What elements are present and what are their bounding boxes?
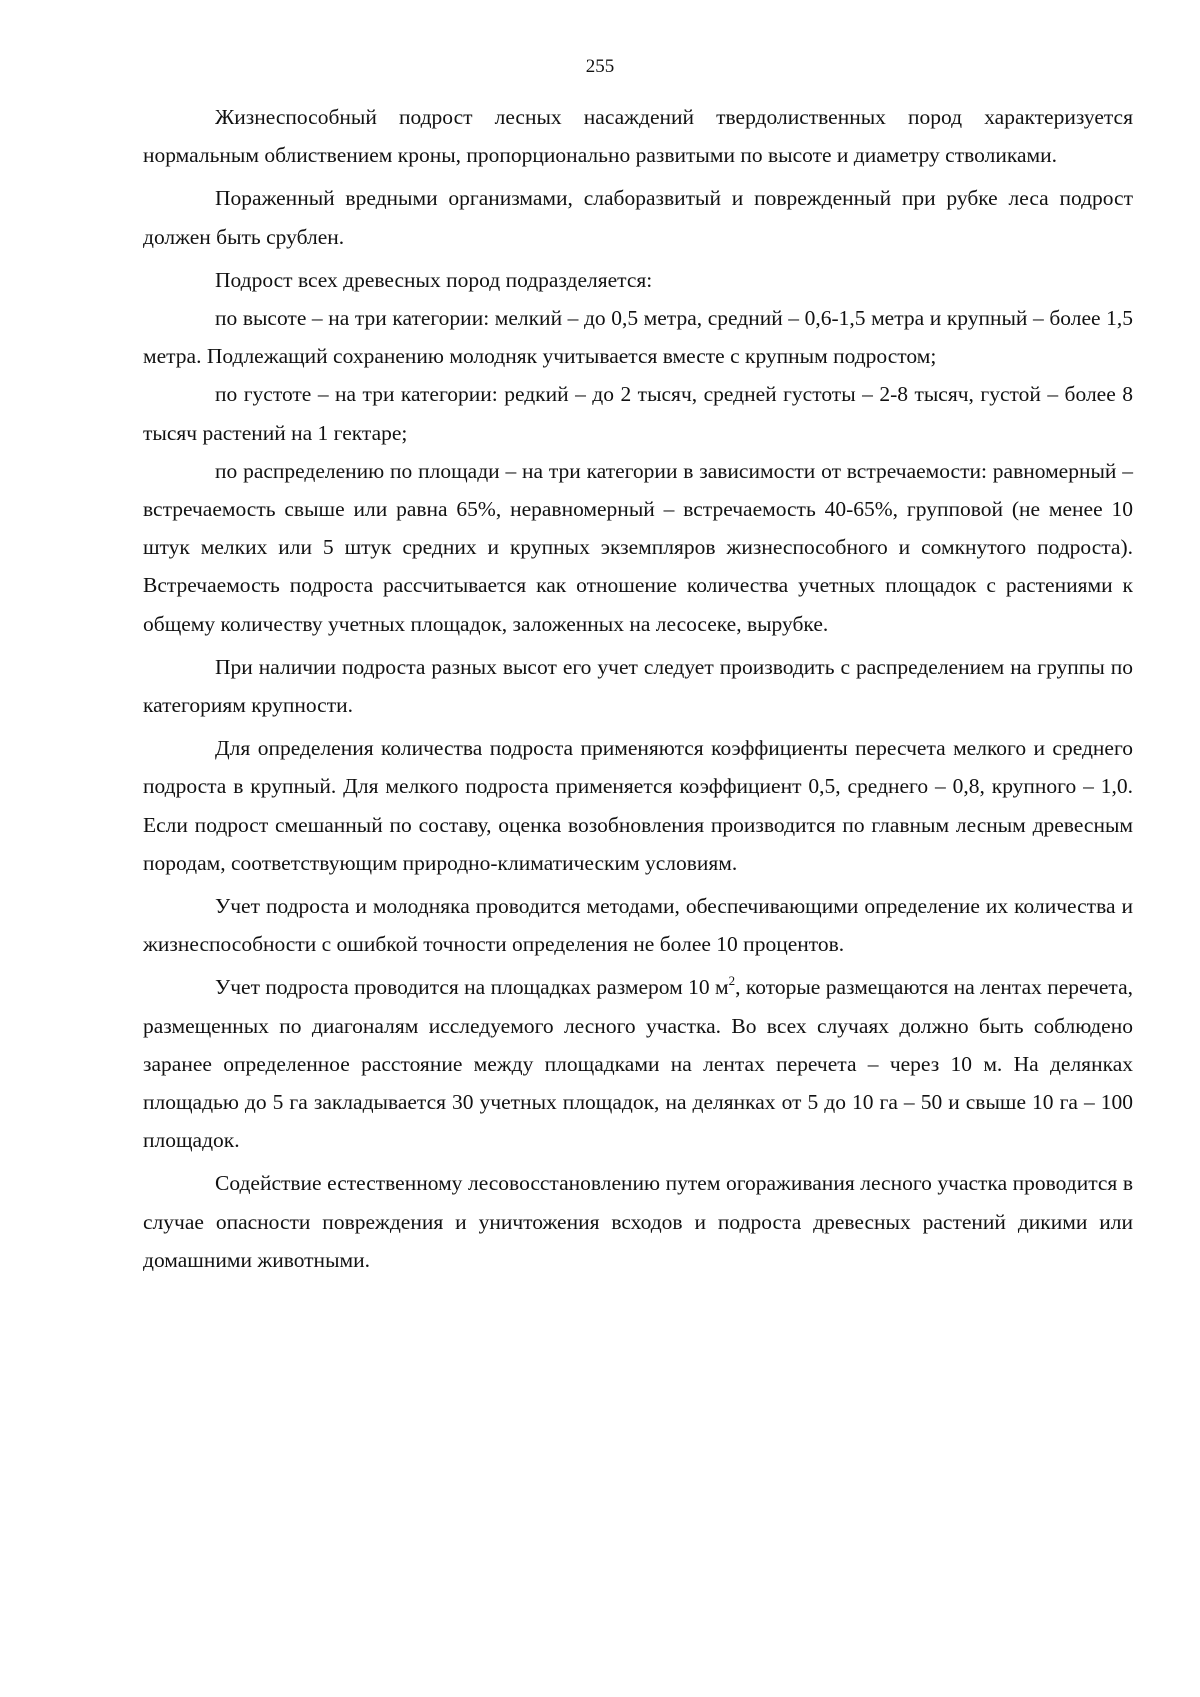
paragraph-viable-undergrowth: Жизнеспособный подрост лесных насаждений твердолиственных пород характеризуется нормальным облиствением кроны, пропорционально развитыми по высоте и диаметру стволиками.: [143, 105, 1133, 168]
square-superscript: 2: [728, 973, 736, 989]
paragraph-damaged-undergrowth: Пораженный вредными организмами, слаборазвитый и поврежденный при рубке леса подрост должен быть срублен.: [143, 186, 1133, 249]
paragraph-classification-intro: Подрост всех древесных пород подразделяется:: [215, 267, 653, 292]
paragraph-conversion-coefficients: Для определения количества подроста применяются коэффициенты пересчета мелкого и среднего подроста в крупный. Для мелкого подроста применяется коэффициент 0,5, среднего – 0,8, крупного – 1,0. Если подрост смешанный по составу, оценка возобновления производится по главным лесным древесным породам, соответствующим природно-климатическим условиям.: [143, 736, 1133, 875]
sample-plots-text-end: , которые размещаются на лентах перечета, размещенных по диагоналям исследуемого лесного участка. Во всех случаях должно быть соблюдено заранее определенное расстояние между площадками на лентах перечета – через 10 м. На делянках площадью до 5 га закладывается 30 учетных площадок, на делянках от 5 до 10 га – 50 и свыше 10 га – 100 площадок.: [143, 975, 1133, 1153]
sample-plots-text-start: Учет подроста проводится на площадках размером 10 м: [215, 975, 729, 1000]
paragraph-by-density: по густоте – на три категории: редкий – до 2 тысяч, средней густоты – 2-8 тысяч, густой – более 8 тысяч растений на 1 гектаре;: [143, 382, 1133, 445]
paragraph-accounting-methods: Учет подроста и молодняка проводится методами, обеспечивающими определение их количества и жизнеспособности с ошибкой точности определения не более 10 процентов.: [143, 894, 1133, 957]
page-body: [143, 98, 1133, 1284]
page-number: 255: [585, 56, 615, 77]
paragraph-fencing: Содействие естественному лесовосстановлению путем огораживания лесного участка проводится в случае опасности повреждения и уничтожения всходов и подроста древесных растений дикими или домашними животными.: [143, 1171, 1133, 1272]
paragraph-sample-plots: [143, 968, 1133, 1159]
paragraph-by-distribution: по распределению по площади – на три категории в зависимости от встречаемости: равномерный – встречаемость свыше или равна 65%, неравномерный – встречаемость 40-65%, групповой (не менее 10 штук мелких или 5 штук средних и крупных экземпляров жизнеспособного и сомкнутого подроста). Встречаемость подроста рассчитывается как отношение количества учетных площадок с растениями к общему количеству учетных площадок, заложенных на лесосеке, вырубке.: [143, 458, 1133, 636]
paragraph-different-heights: При наличии подроста разных высот его учет следует производить с распределением на группы по категориям крупности.: [143, 654, 1133, 718]
paragraph-by-height: по высоте – на три категории: мелкий – до 0,5 метра, средний – 0,6-1,5 метра и крупный – более 1,5 метра. Подлежащий сохранению молодняк учитывается вместе с крупным подростом;: [143, 306, 1133, 369]
